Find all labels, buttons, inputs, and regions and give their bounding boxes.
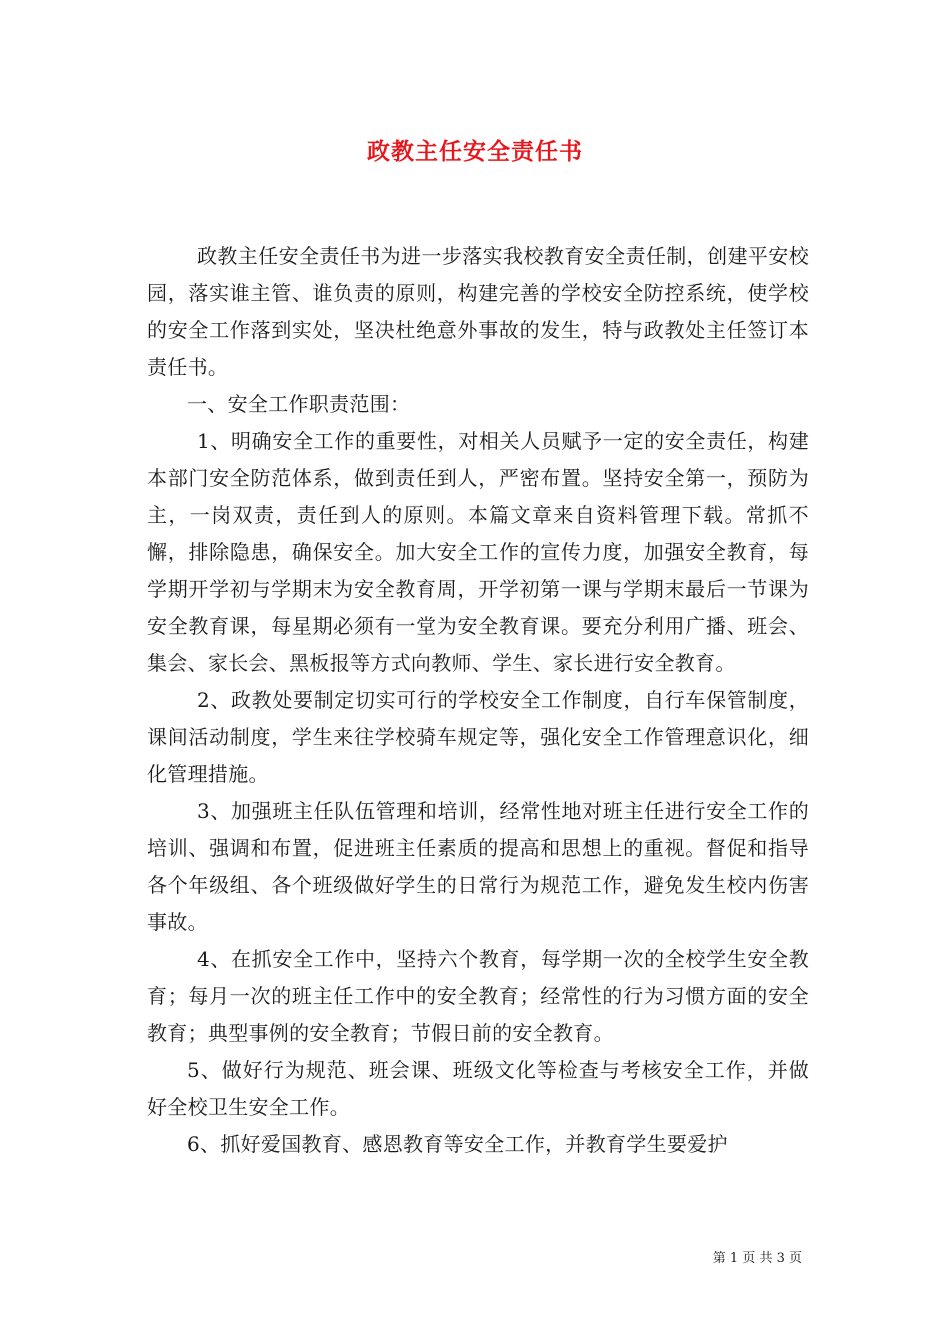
clause-5-paragraph: 5、做好行为规范、班会课、班级文化等检查与考核安全工作，并做好全校卫生安全工作。 — [147, 1058, 809, 1119]
section-heading: 一、安全工作职责范围： — [187, 392, 411, 416]
intro-paragraph: 政教主任安全责任书为进一步落实我校教育安全责任制，创建平安校园，落实谁主管、谁负责的原则，构建完善的学校安全防控系统，使学校的安全工作落到实处，坚决杜绝意外事故的发生，特与政教处主任签订本责任书。 — [147, 244, 809, 379]
clause-4-paragraph: 4、在抓安全工作中，坚持六个教育，每学期一次的全校学生安全教育；每月一次的班主任工作中的安全教育；经常性的行为习惯方面的安全教育；典型事例的安全教育；节假日前的安全教育。 — [147, 947, 809, 1045]
clause-1-paragraph: 1、明确安全工作的重要性，对相关人员赋予一定的安全责任，构建本部门安全防范体系，做到责任到人，严密布置。坚持安全第一，预防为主，一岗双责，责任到人的原则。本篇文章来自资料管理下载。常抓不懈，排除隐患，确保安全。加大安全工作的宣传力度，加强安全教育，每学期开学初与学期末为安全教育周，开学初第一课与学期末最后一节课为安全教育课，每星期必须有一堂为安全教育课。要充分利用广播、班会、集会、家长会、黑板报等方式向教师、学生、家长进行安全教育。 — [147, 429, 809, 675]
document-body — [147, 238, 809, 1163]
clause-2-paragraph: 2、政教处要制定切实可行的学校安全工作制度，自行车保管制度，课间活动制度，学生来往学校骑车规定等，强化安全工作管理意识化，细化管理措施。 — [147, 688, 809, 786]
document-title: 政教主任安全责任书 — [367, 138, 583, 165]
clause-3-paragraph: 3、加强班主任队伍管理和培训，经常性地对班主任进行安全工作的培训、强调和布置，促进班主任素质的提高和思想上的重视。督促和指导各个年级组、各个班级做好学生的日常行为规范工作，避免发生校内伤害事故。 — [147, 799, 809, 934]
page-number-footer: 第 1 页 共 3 页 — [712, 1251, 802, 1266]
clause-6-paragraph: 6、抓好爱国教育、感恩教育等安全工作，并教育学生要爱护 — [187, 1132, 728, 1156]
